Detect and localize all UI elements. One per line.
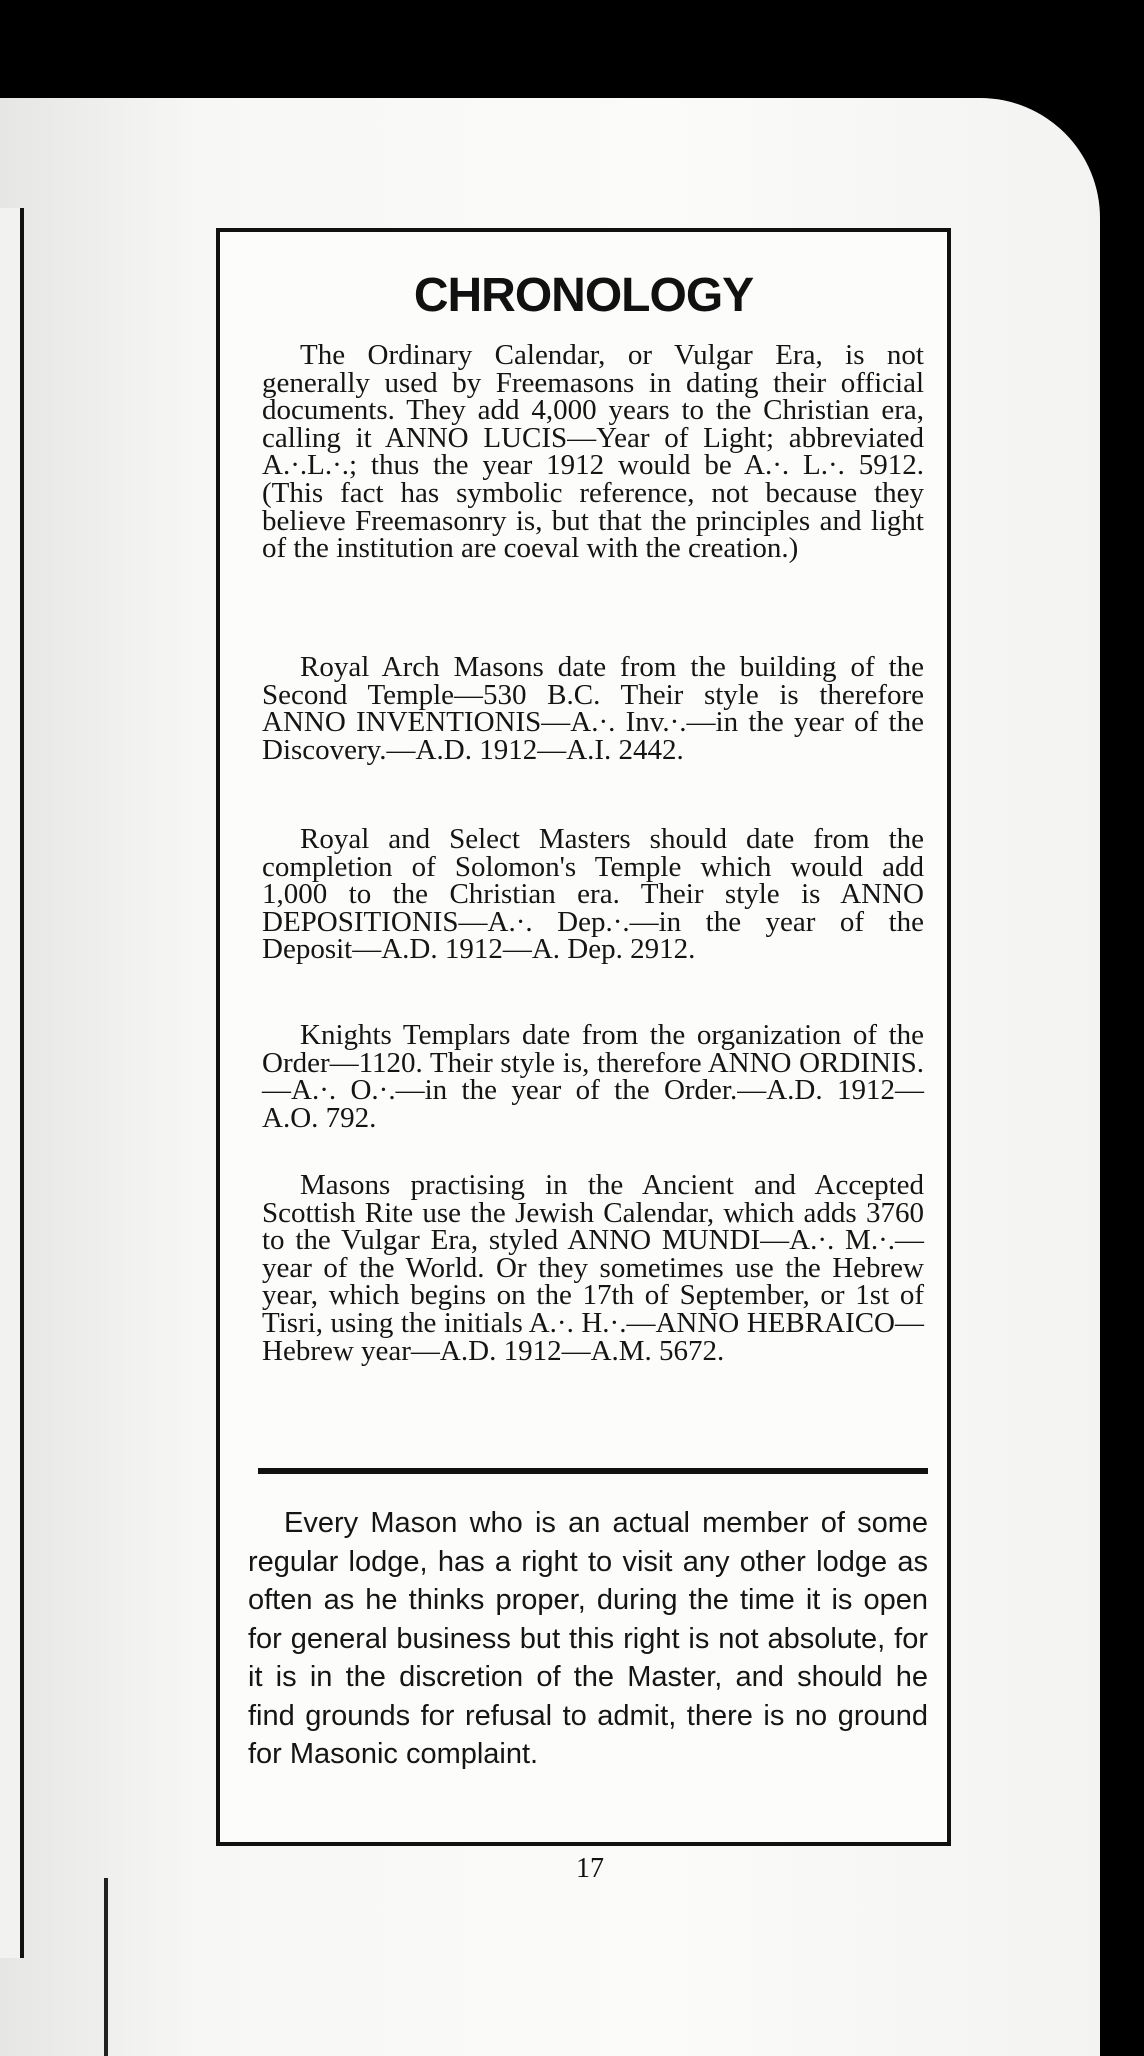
- section-divider: [258, 1468, 928, 1474]
- paragraph-vulgar-era: The Ordinary Calendar, or Vulgar Era, is not generally used by Freemasons in dating their official documents. They add 4,000 years to the Christian era, calling it ANNO LUCIS—Year of Light; abbreviated A.·.L.·.; thus the year 1912 would be A.·. L.·. 5912. (This fact has symbolic reference, not because they believe Freemasonry is, but that the principles and light of the institution are coeval with the creation.): [262, 339, 924, 565]
- paragraph-knights-templars: Knights Templars date from the organization of the Order—1120. Their style is, therefore ANNO ORDINIS.—A.·. O.·.—in the year of the Order.—A.D. 1912—A.O. 792.: [262, 1019, 924, 1134]
- page-number: 17: [576, 1853, 604, 1884]
- paragraph-scottish-rite: Masons practising in the Ancient and Accepted Scottish Rite use the Jewish Calendar, which adds 3760 to the Vulgar Era, styled ANNO MUNDI—A.·. M.·.—year of the World. Or they sometimes use the Hebrew year, which begins on the 17th of September, or 1st of Tisri, using the initials A.·. H.·.—ANNO HEBRAICO—Hebrew year—A.D. 1912—A.M. 5672.: [262, 1169, 924, 1367]
- content-frame: [216, 228, 951, 1846]
- visiting-rights-note: Every Mason who is an actual member of some regular lodge, has a right to visit any other lodge as often as he thinks proper, during the time it is open for general business but this right is not absolute, for it is in the discretion of the Master, and should he find grounds for refusal to admit, there is no ground for Masonic complaint.: [248, 1507, 928, 1770]
- page-fold-line: [104, 1878, 108, 2056]
- page-title: CHRONOLOGY: [413, 269, 754, 322]
- paragraph-royal-select-masters: Royal and Select Masters should date from the completion of Solomon's Temple which would add 1,000 to the Christian era. Their style is ANNO DEPOSITIONIS—A.·. Dep.·.—in the year of the Deposit—A.D. 1912—A. Dep. 2912.: [262, 823, 924, 966]
- paragraph-royal-arch: Royal Arch Masons date from the building of the Second Temple—530 B.C. Their style is therefore ANNO INVENTIONIS—A.·. Inv.·.—in the year of the Discovery.—A.D. 1912—A.I. 2442.: [262, 651, 924, 766]
- book-page: [0, 98, 1100, 2056]
- facing-page-edge: [0, 208, 24, 1958]
